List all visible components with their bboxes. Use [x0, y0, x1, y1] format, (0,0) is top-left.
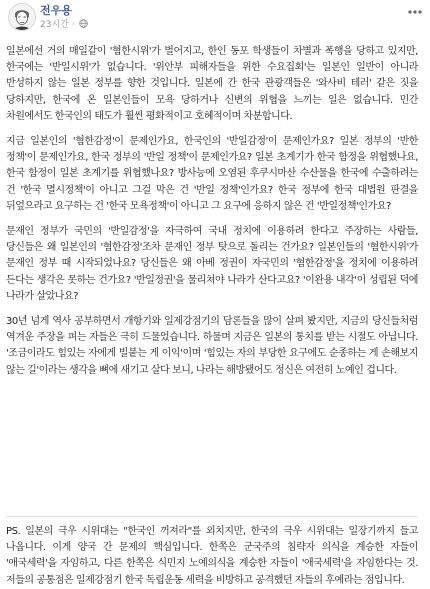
post-header [0, 0, 430, 40]
globe-icon[interactable] [79, 19, 88, 28]
avatar-portrait-icon [9, 4, 35, 30]
post-paragraph: 30년 넘게 역사 공부하면서 개항기와 일제강점기의 담론들을 많이 살펴 봤지만, 지금의 당신들처럼 역겨운 주장을 펴는 자들은 극히 드물었습니다. 하물며 지금은 일본의 통치를 받는 시절도 아닙니다. '조금이라도 힘있는 자에게 빌붙는 게 이익'이며 '힘있는 자의 부당한 요구에도 순종하는 게 손해보지 않는 길'이라는 생각을 뼈에 새기고 살다 보니, 나라는 해방됐어도 정신은 여전히 노예인 겁니다. [6, 316, 418, 376]
postscript-paragraph: PS. 일본의 극우 시위대는 "한국인 꺼져라"를 외치지만, 한국의 극우 시위대는 일장기까지 들고 나옵니다. 이게 양국 간 문제의 핵심입니다. 한쪽은 군국주의 침략자 의식을 계승한 자들이 '애국세력'을 자임하고, 다른 한쪽은 식민지 노예의식을 계승한 자들이 '애국세력'을 자임한다는 것. 저들의 공통점은 일제강점기 한국 독립운동 세력을 비방하고 공격했던 자들의 후예라는 점입니다. [6, 526, 418, 586]
post-body [6, 44, 418, 388]
section-divider [6, 516, 418, 517]
post-paragraph: 문재인 정부가 국민의 '반일감정'을 자극하여 국내 정치에 이용하려 한다고 주장하는 사람들, 당신들은 왜 일본인의 '혐한감정'조차 문재인 정부 탓으로 돌리는 건가요? 일본인들의 '혐한시위'가 문재인 정부 때 시작되었나요? 당신들은 왜 아베 정권이 자국민의 '혐한감정'을 정치에 이용하려 든다는 생각은 못하는 건가요? '반일정권'을 물리쳐야 나라가 산다고요? '이완용 내각'이 성립된 덕에 나라가 살았나요? [6, 226, 418, 302]
post-paragraph: 일본에선 거의 매일같이 '혐한시위'가 벌어지고, 한인 동포 학생들이 차별과 폭행을 당하고 있지만, 한국에는 '반일시위'가 없습니다. '위안부 피해자들을 위한 수요집회'는 일본인 일반이 아니라 반성하지 않는 일본 정부를 향한 것입니다. 일본에 간 한국 관광객들은 '와사비 테러' 같은 짓을 당하지만, 한국에 온 일본인들이 모욕 당하거나 신변의 위협을 느끼는 일은 없습니다. 민간 차원에서도 한국인의 태도가 훨씬 평화적이고 호혜적이며 차분합니다. [6, 46, 418, 122]
post-meta: 23시간 · [40, 17, 88, 30]
post-paragraph: 지금 일본인의 '혐한감정'이 문제인가요, 한국인의 '반일감정'이 문제인가요? 일본 정부의 '반한 정책'이 문제인가요, 한국 정부의 '반일 정책'이 문제인가요? 일본 초계기가 한국 함정을 위협했나요, 한국 함정이 일본 초계기를 위협했나요? 방사능에 오염된 후쿠시마산 수산물을 한국에 수출하려는 건 '한국 멸시정책'이 아니고 그걸 막은 건 '반일 정책'인가요? 한국 정부에 한국 대법원 판결을 뒤엎으라고 요구하는 건 '한국 모욕정책'이 아니고 그 요구에 응하지 않은 건 '반일정책'인가요? [6, 136, 418, 212]
more-options-button[interactable] [406, 4, 424, 18]
avatar[interactable] [8, 3, 36, 31]
author-name[interactable]: 전우용 [40, 4, 72, 17]
more-options-icon [406, 5, 424, 19]
post-timestamp[interactable]: 23시간 [40, 20, 69, 30]
postscript [6, 524, 418, 589]
